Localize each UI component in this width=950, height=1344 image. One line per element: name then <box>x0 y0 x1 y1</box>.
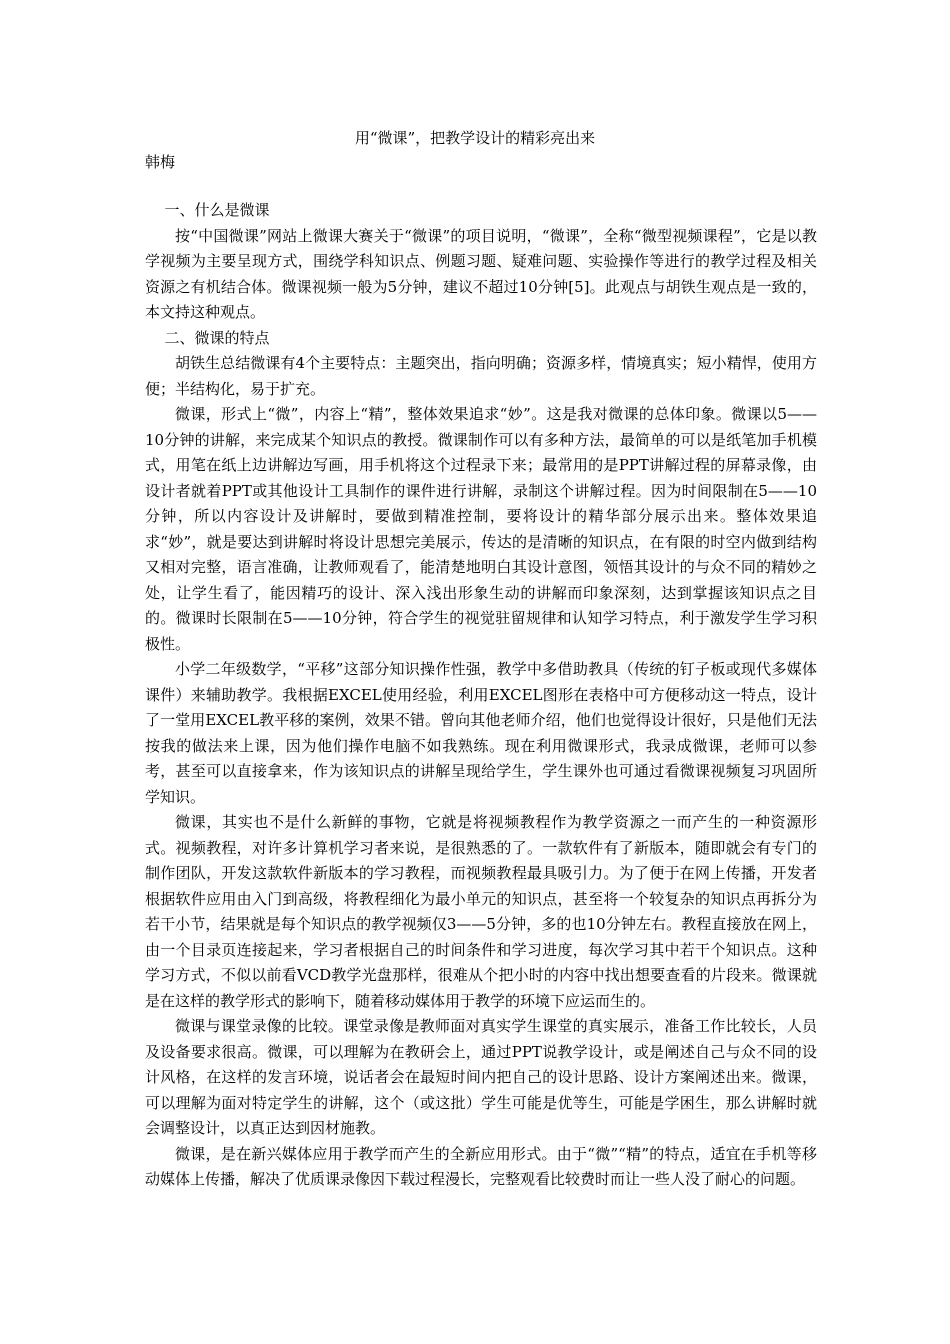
paragraph: 微课，其实也不是什么新鲜的事物，它就是将视频教程作为教学资源之一而产生的一种资源形式。视频教程，对许多计算机学习者来说，是很熟悉的了。一款软件有了新版本，随即就会有专门的制作团队，开发这款软件新版本的学习教程，而视频教程最具吸引力。为了便于在网上传播，开发者根据软件应用由入门到高级，将教程细化为最小单元的知识点，甚至将一个较复杂的知识点再拆分为若干小节，结果就是每个知识点的教学视频仅3——5分钟，多的也10分钟左右。教程直接放在网上，由一个目录页连接起来，学习者根据自己的时间条件和学习进度，每次学习其中若干个知识点。这种学习方式，不似以前看VCD教学光盘那样，很难从个把小时的内容中找出想要查看的片段来。微课就是在这样的教学形式的影响下，随着移动媒体用于教学的环境下应运而生的。 <box>145 813 817 1010</box>
paragraph: 微课，是在新兴媒体应用于教学而产生的全新应用形式。由于“微”“精”的特点，适宜在手机等移动媒体上传播，解决了优质课录像因下载过程漫长，完整观看比较费时而让一些人没了耐心的问题。 <box>145 1144 817 1188</box>
paragraph: 小学二年级数学，“平移”这部分知识操作性强，教学中多借助教具（传统的钉子板或现代多媒体课件）来辅助教学。我根据EXCEL使用经验，利用EXCEL图形在表格中可方便移动这一特点，设计了一堂用EXCEL教平移的案例，效果不错。曾向其他老师介绍，他们也觉得设计很好，只是他们无法按我的做法来上课，因为他们操作电脑不如我熟练。现在利用微课形式，我录成微课，老师可以参考，甚至可以直接拿来，作为该知识点的讲解呈现给学生，学生课外也可通过看微课视频复习巩固所学知识。 <box>145 660 817 806</box>
document-author: 韩梅 <box>145 153 176 171</box>
document-title: 用“微课”，把教学设计的精彩亮出来 <box>354 129 596 147</box>
section-heading-1: 一、什么是微课 <box>164 201 270 219</box>
paragraph: 微课与课堂录像的比较。课堂录像是教师面对真实学生课堂的真实展示，准备工作比较长，人员及设备要求很高。微课，可以理解为在教研会上，通过PPT说教学设计，或是阐述自己与众不同的设计风格，在这样的发言环境，说话者会在最短时间内把自己的设计思路、设计方案阐述出来。微课，可以理解为面对特定学生的讲解，这个（或这批）学生可能是优等生，可能是学困生，那么讲解时就会调整设计，以真正达到因材施教。 <box>145 1017 817 1137</box>
paragraph: 按“中国微课”网站上微课大赛关于“微课”的项目说明，“微课”，全称“微型视频课程”，它是以教学视频为主要呈现方式，围绕学科知识点、例题习题、疑难问题、实验操作等进行的教学过程及相关资源之有机结合体。微课视频一般为5分钟，建议不超过10分钟[5]。此观点与胡铁生观点是一致的，本文持这种观点。 <box>145 226 817 321</box>
document-body <box>145 198 817 1193</box>
paragraph: 微课，形式上“微”，内容上“精”，整体效果追求“妙”。这是我对微课的总体印象。微课以5——10分钟的讲解，来完成某个知识点的教授。微课制作可以有多种方法，最简单的可以是纸笔加手机模式，用笔在纸上边讲解边写画，用手机将这个过程录下来；最常用的是PPT讲解过程的屏幕录像，由设计者就着PPT或其他设计工具制作的课件进行讲解，录制这个讲解过程。因为时间限制在5——10分钟，所以内容设计及讲解时，要做到精准控制，要将设计的精华部分展示出来。整体效果追求“妙”，就是要达到讲解时将设计思想完美展示，传达的是清晰的知识点，在有限的时空内做到结构又相对完整，语言准确，让教师观看了，能清楚地明白其设计意图，领悟其设计的与众不同的精妙之处，让学生看了，能因精巧的设计、深入浅出形象生动的讲解而印象深刻，达到掌握该知识点之目的。微课时长限制在5——10分钟，符合学生的视觉驻留规律和认知学习特点，利于激发学生学习积极性。 <box>145 405 817 653</box>
section-heading-2: 二、微课的特点 <box>164 328 270 347</box>
paragraph: 胡铁生总结微课有4个主要特点：主题突出，指向明确；资源多样，情境真实；短小精悍，使用方便；半结构化，易于扩充。 <box>145 354 817 398</box>
